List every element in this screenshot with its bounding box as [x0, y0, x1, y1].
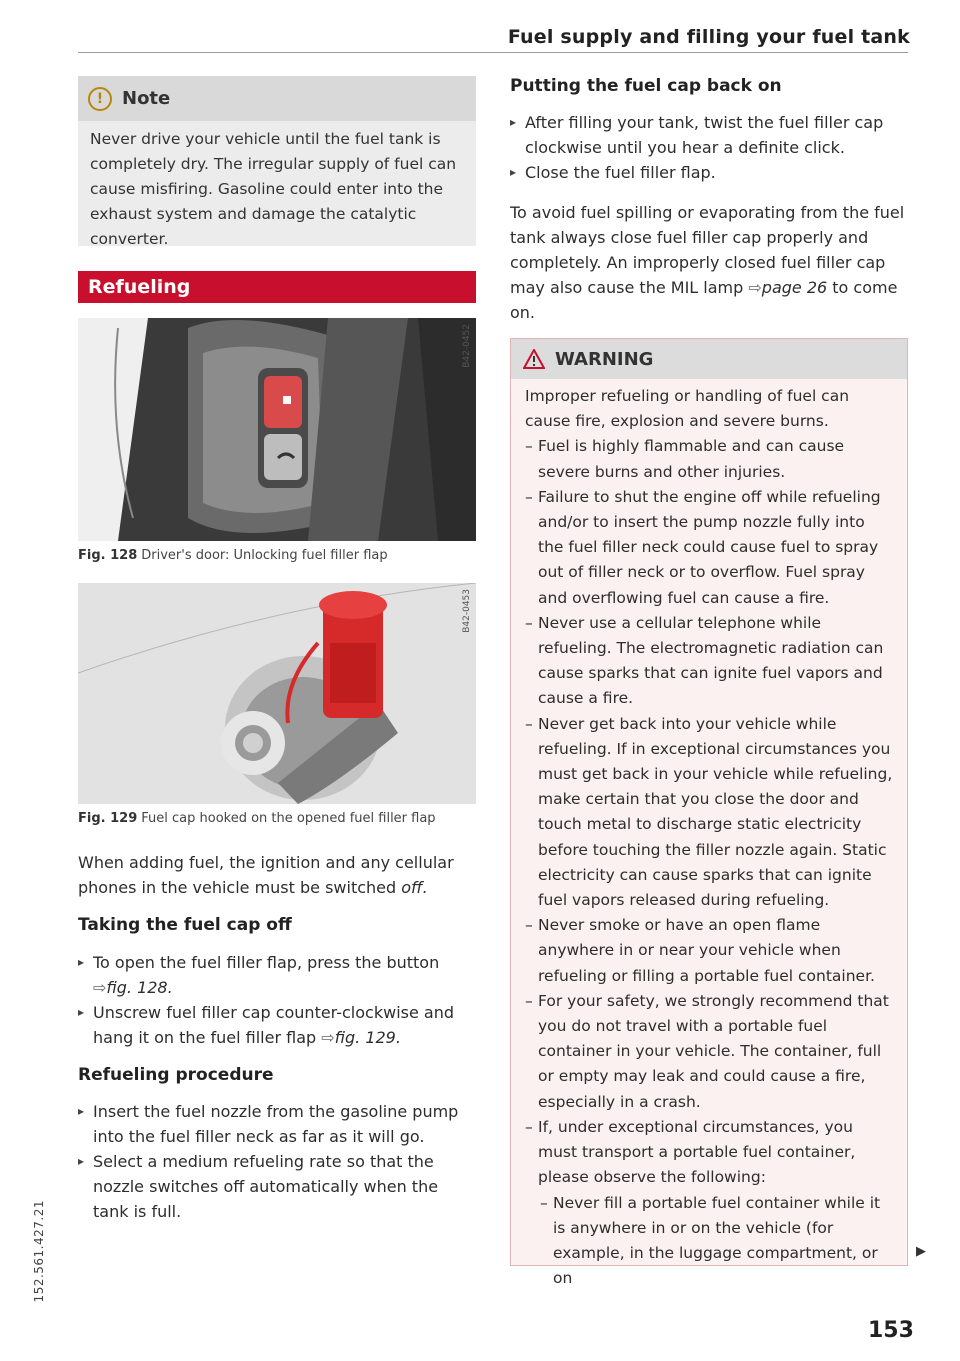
- figure-129-image: [78, 583, 476, 804]
- note-label: Note: [122, 88, 171, 109]
- figure-128-number: Fig. 128: [78, 548, 138, 563]
- putting-back-steps: [510, 110, 905, 185]
- list-item: ▸ To open the fuel filler flap, press the button ⇨fig. 128.: [78, 950, 473, 1000]
- list-item: ▸ After filling your tank, twist the fuel filler cap clockwise until you hear a definite click.: [510, 110, 905, 160]
- page-number: 153: [868, 1318, 914, 1343]
- list-item: ▸ Close the fuel filler flap.: [510, 160, 905, 185]
- continued-arrow-icon: ▶: [916, 1244, 926, 1259]
- figure-129-code: B42-0453: [462, 589, 472, 633]
- warning-item: – Never use a cellular telephone while refueling. The electromagnetic radiation can cause sparks that can ignite fuel vapors and cause a fire.: [525, 611, 893, 712]
- figure-reference-link[interactable]: fig. 128.: [106, 978, 173, 997]
- page-reference-link[interactable]: page 26: [761, 278, 828, 297]
- exclamation-circle-icon: !: [88, 87, 112, 111]
- putting-back-paragraph: To avoid fuel spilling or evaporating from the fuel tank always close fuel filler cap properly and completely. An improperly closed fuel filler cap may also cause the MIL lamp ⇨page 26 to come on.: [510, 203, 905, 322]
- warning-body: [511, 379, 907, 1291]
- warning-item: – If, under exceptional circumstances, you must transport a portable fuel container, please observe the following:: [525, 1115, 893, 1191]
- fuel-cap-illustration: [78, 583, 476, 804]
- list-item: ▸ Select a medium refueling rate so that the nozzle switches off automatically when the tank is full.: [78, 1149, 473, 1224]
- taking-off-steps: [78, 950, 473, 1050]
- step-text: To open the fuel filler flap, press the button: [93, 953, 440, 972]
- page-header-title: Fuel supply and filling your fuel tank: [507, 26, 910, 48]
- figure-129-caption: [78, 811, 436, 826]
- list-item: ▸ Unscrew fuel filler cap counter-clockwise and hang it on the fuel filler flap ⇨fig. 129.: [78, 1000, 473, 1050]
- warning-triangle-icon: [523, 349, 545, 369]
- list-item: ▸ Insert the fuel nozzle from the gasoline pump into the fuel filler neck as far as it will go.: [78, 1099, 473, 1149]
- warning-label: WARNING: [555, 348, 654, 370]
- header-rule: [78, 52, 908, 53]
- figure-reference-link[interactable]: fig. 129.: [334, 1028, 401, 1047]
- paragraph-text: To avoid fuel spilling or evaporating from the fuel tank always close fuel filler cap properly and completely. An improperly closed fuel filler cap may also cause the MIL lamp: [510, 203, 905, 297]
- door-switch-illustration: [78, 318, 476, 541]
- taking-off-heading: Taking the fuel cap off: [78, 915, 292, 935]
- procedure-steps: [78, 1099, 473, 1224]
- figure-128-caption: [78, 548, 388, 563]
- warning-header: [511, 339, 907, 379]
- paragraph-text-end: to come on.: [510, 278, 898, 322]
- intro-paragraph: [78, 850, 473, 900]
- section-title: Refueling: [78, 271, 476, 303]
- procedure-heading: Refueling procedure: [78, 1065, 274, 1085]
- step-text: Unscrew fuel filler cap counter-clockwise and hang it on the fuel filler flap: [93, 1003, 454, 1047]
- note-header: [78, 76, 476, 121]
- warning-item: – Never get back into your vehicle while refueling. If in exceptional circumstances you must get back in your vehicle while refueling, make certain that you close the door and touch metal to discharge static electricity before touching the filler nozzle again. Static electricity can cause sparks that can ignite fuel vapors released during refueling.: [525, 712, 893, 914]
- figure-128-caption-text: Driver's door: Unlocking fuel filler flap: [141, 548, 388, 563]
- intro-emphasis: off.: [401, 878, 428, 897]
- warning-item: – Fuel is highly flammable and can cause severe burns and other injuries.: [525, 434, 893, 484]
- intro-text: When adding fuel, the ignition and any cellular phones in the vehicle must be switched: [78, 853, 454, 897]
- warning-intro: Improper refueling or handling of fuel can cause fire, explosion and severe burns.: [525, 387, 850, 431]
- figure-129-caption-text: Fuel cap hooked on the opened fuel filler flap: [141, 811, 436, 826]
- figure-129-number: Fig. 129: [78, 811, 138, 826]
- note-box: [78, 76, 476, 246]
- putting-back-heading: Putting the fuel cap back on: [510, 76, 782, 96]
- warning-box: [510, 338, 908, 1288]
- document-code: 152.561.427.21: [32, 1200, 46, 1303]
- note-text: Never drive your vehicle until the fuel tank is completely dry. The irregular supply of fuel can cause misfiring. Gasoline could enter into the exhaust system and damage the catalytic converter.: [90, 130, 457, 248]
- warning-subitem: – Never fill a portable fuel container while it is anywhere in or on the vehicle (for example, in the luggage compartment, or on: [525, 1191, 893, 1292]
- figure-128-code: B42-0452: [462, 324, 472, 368]
- warning-item: – Failure to shut the engine off while refueling and/or to insert the pump nozzle fully into the fuel filler neck could cause fuel to spray out of filler neck or to overflow. Fuel spray and overflowing fuel can cause a fire.: [525, 485, 893, 611]
- warning-item: – Never smoke or have an open flame anywhere in or near your vehicle when refueling or filling a portable fuel container.: [525, 913, 893, 989]
- figure-128-image: [78, 318, 476, 541]
- warning-item: – For your safety, we strongly recommend that you do not travel with a portable fuel container in your vehicle. The container, full or empty may leak and could cause a fire, especially in a crash.: [525, 989, 893, 1115]
